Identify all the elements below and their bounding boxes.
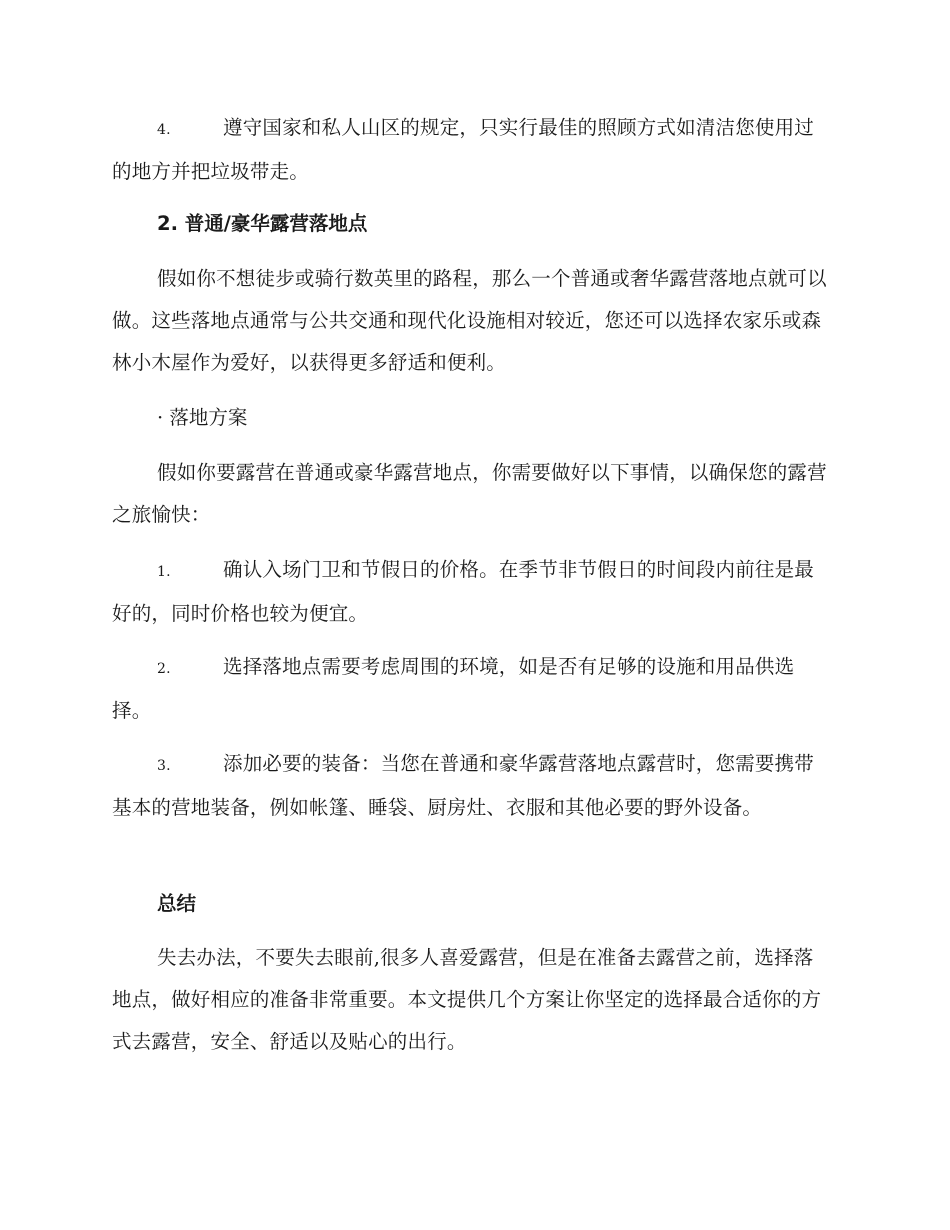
plan-item-3: [112, 743, 832, 829]
rule-text: 遵守国家和私人山区的规定，只实行最佳的照顾方式如清洁您使用过的地方并把垃圾带走。: [112, 116, 815, 183]
summary-paragraph: 失去办法，不要失去眼前,很多人喜爱露营，但是在准备去露营之前，选择落地点，做好相应的准备非常重要。本文提供几个方案让你坚定的选择最合适你的方式去露营，安全、舒适以及贴心的出行。: [112, 946, 822, 1053]
plan-item-2: [112, 646, 832, 732]
section-intro-paragraph: 假如你不想徒步或骑行数英里的路程，那么一个普通或奢华露营落地点就可以做。这些落地点通常与公共交通和现代化设施相对较近，您还可以选择农家乐或森林小木屋作为爱好，以获得更多舒适和便利。: [112, 267, 827, 374]
plan-item-number: 1.: [157, 564, 171, 580]
plan-item-1: [112, 549, 832, 635]
plan-item-number: 2.: [157, 661, 171, 677]
plan-item-text: 添加必要的装备：当您在普通和豪华露营落地点露营时，您需要携带基本的营地装备，例如帐篷、睡袋、厨房灶、衣服和其他必要的野外设备。: [112, 752, 815, 819]
plan-item-text: 确认入场门卫和节假日的价格。在季节非节假日的时间段内前往是最好的，同时价格也较为便宜。: [112, 558, 815, 625]
plan-label: · 落地方案: [157, 406, 248, 429]
plan-item-number: 3.: [157, 758, 171, 774]
rule-number: 4.: [157, 122, 171, 138]
plan-item-text: 选择落地点需要考虑周围的环境，如是否有足够的设施和用品供选择。: [112, 655, 795, 722]
plan-intro-paragraph: 假如你要露营在普通或豪华露营地点，你需要做好以下事情，以确保您的露营之旅愉快：: [112, 461, 827, 526]
rule-item-4: [112, 107, 832, 193]
section-heading: 2. 普通/豪华露营落地点: [157, 212, 368, 235]
summary-heading: 总结: [157, 892, 197, 915]
